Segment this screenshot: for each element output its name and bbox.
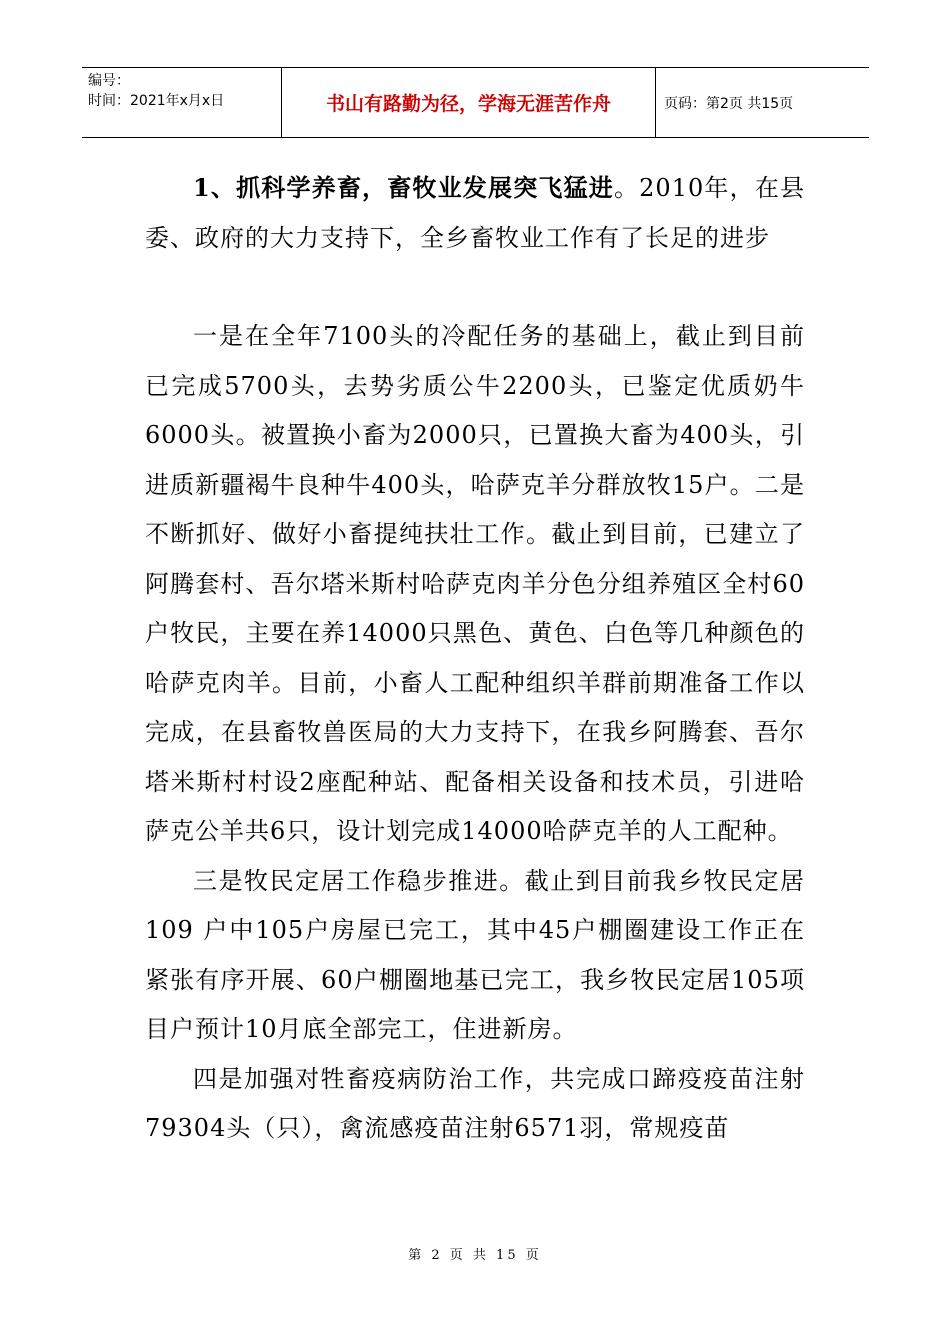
paragraph-1 [145, 163, 805, 263]
header-motto: 书山有路勤为径，学海无涯苦作舟 [282, 68, 656, 137]
document-body [145, 163, 805, 1154]
document-number: 编号： [88, 73, 130, 89]
page-footer: 第 2 页 共 15 页 [408, 1248, 542, 1263]
header-page-info: 页码：第2页 共15页 [664, 95, 794, 112]
paragraph-2: 一是在全年7100头的冷配任务的基础上，截止到目前已完成5700头，去势劣质公牛2200头，已鉴定优质奶牛6000头。被置换小畜为2000只，已置换大畜为400头，引进质新疆褐牛良种牛400头，哈萨克羊分群放牧15户。二是不断抓好、做好小畜提纯扶壮工作。截止到目前，已建立了阿腾套村、吾尔塔米斯村哈萨克肉羊分色分组养殖区全村60户牧民，主要在养14000只黑色、黄色、白色等几种颜色的哈萨克肉羊。目前，小畜人工配种组织羊群前期准备工作以完成，在县畜牧兽医局的大力支持下，在我乡阿腾套、吾尔塔米斯村村设2座配种站、配备相关设备和技术员，引进哈萨克公羊共6只，设计划完成14000哈萨克羊的人工配种。 [145, 322, 805, 845]
paragraph-3: 三是牧民定居工作稳步推进。截止到目前我乡牧民定居109 户中105户房屋已完工，其中45户棚圈建设工作正在紧张有序开展、60户棚圈地基已完工，我乡牧民定居105项目户预计10月底全部完工，住进新房。 [145, 866, 805, 1043]
paragraph-4: 四是加强对牲畜疫病防治工作，共完成口蹄疫疫苗注射79304头（只），禽流感疫苗注射6571羽，常规疫苗 [145, 1064, 805, 1142]
document-date: 时间：2021年x月x日 [88, 93, 225, 109]
header-meta [82, 68, 282, 137]
page-header [82, 67, 869, 138]
section-heading: 1、抓科学养畜，畜牧业发展突飞猛进 [193, 173, 614, 202]
paragraph-1-text: 。2010年，在县委、政府的大力支持下，全乡畜牧业工作有了长足的进步 [145, 174, 806, 252]
